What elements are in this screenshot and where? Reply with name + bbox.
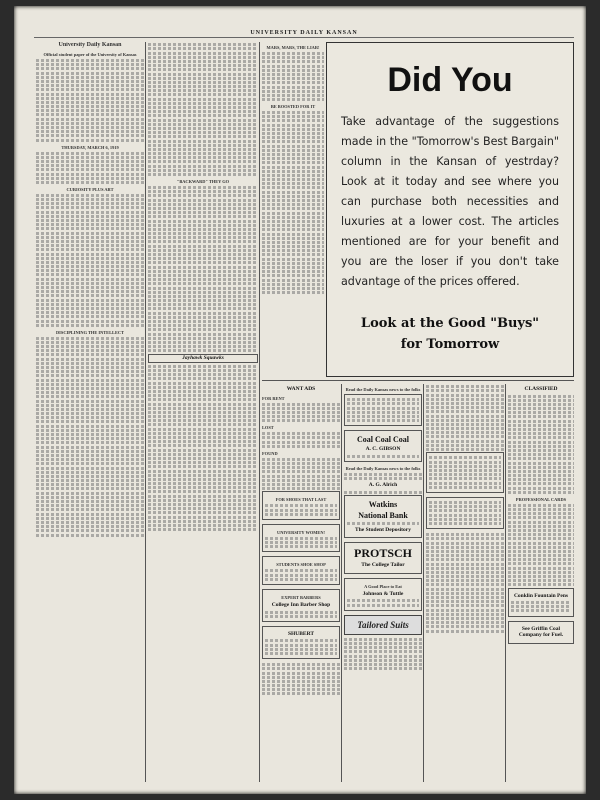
section-heading-mars: MARS, MARS, THE LIAR! — [266, 45, 320, 50]
ad-footer-line-1: Look at the Good "Buys" — [360, 316, 540, 331]
promo-shoes: FOR SHOES THAT LAST — [275, 497, 327, 503]
want-ad-for-rent: FOR RENT — [262, 395, 285, 401]
protsch-ad-subtitle: The College Tailor — [361, 562, 405, 569]
read-line: Read the Daily Kansas news to the folks — [345, 387, 421, 392]
want-ad-found: FOUND — [262, 450, 278, 456]
bank-name-2: National Bank — [358, 510, 408, 520]
section-heading-boosted: BE BOOSTED FOR IT — [270, 104, 316, 110]
professional-cards-title: PROFESSIONAL CARDS — [515, 496, 567, 502]
ad-footer-line-2: for Tomorrow — [400, 337, 500, 352]
ad-body-text: Take advantage of the suggestions made in the "Tomorrow's Best Bargain" column in the Kansan of yestrday? Look at it today and see where you can purchase both necessities and luxuries at a lower cost. The articles mentioned are for your benefit and you are the loser if you don't take advantage of the prices offered. — [341, 115, 559, 288]
running-head — [34, 28, 574, 38]
column-display-ads — [344, 384, 422, 782]
column-want-ads — [262, 384, 340, 782]
section-heading-intellect: DISCIPLINING THE INTELLECT — [56, 329, 124, 335]
want-ads-title: WANT ADS — [286, 386, 316, 392]
griffin-coal-ad: See Griffin Coal Company for Fuel. — [518, 625, 564, 639]
promo-shubert: SHUBERT — [287, 630, 315, 637]
coal-ad-title: Coal Coal Coal — [357, 435, 409, 445]
bank-name-1: Watkins — [368, 499, 398, 509]
conklin-pens-ad: Conklin Fountain Pens — [513, 592, 569, 599]
bank-tagline: The Student Depository — [355, 526, 411, 533]
coal-ad-dealer: A. C. GIBSON — [365, 446, 401, 453]
classified-title: CLASSIFIED — [524, 386, 558, 392]
protsch-ad-title: PROTSCH — [353, 546, 412, 561]
want-ad-lost: LOST — [262, 425, 274, 431]
did-you-advertisement — [326, 42, 574, 377]
masthead: University Daily Kansan — [58, 42, 122, 48]
running-head-title: UNIVERSITY DAILY KANSAN — [250, 29, 358, 36]
tailored-suits-ad: Tailored Suits — [344, 615, 422, 635]
promo-university-women: UNIVERSITY WOMEN! — [277, 529, 325, 535]
alrich-ad: A. G. Alrich — [368, 482, 398, 489]
official-line: Official student paper of the University of Kansas — [43, 52, 137, 57]
promo-college-inn: College Inn Barber Shop — [271, 602, 331, 608]
column-editorial — [36, 42, 144, 782]
promo-expert-barbers: EXPERT BARBERS — [281, 595, 321, 600]
section-heading-backward: "BACKWARD" THEY GO — [176, 179, 230, 184]
column-news — [148, 42, 258, 782]
column-classified — [508, 384, 574, 782]
section-heading-curiosity: CURIOSITY PLUS ART — [66, 186, 114, 192]
johnson-ad-line: A Good Place to Eat — [364, 583, 402, 589]
ad-headline: Did You — [387, 61, 513, 99]
johnson-ad-title: Johnson & Tuttle — [362, 590, 404, 597]
dateline: THURSDAY, MARCH 6, 1919 — [61, 144, 119, 150]
promo-students-shoe-shop: STUDENTS SHOE SHOP — [276, 562, 326, 568]
column-display-ads-2 — [426, 384, 504, 782]
section-heading-squawks: Jayhawk Squawks — [148, 354, 258, 363]
newspaper-page — [14, 6, 586, 794]
read-line-2: Read the Daily Kansas news to the folks — [345, 466, 421, 471]
column-upper-right — [262, 42, 324, 312]
